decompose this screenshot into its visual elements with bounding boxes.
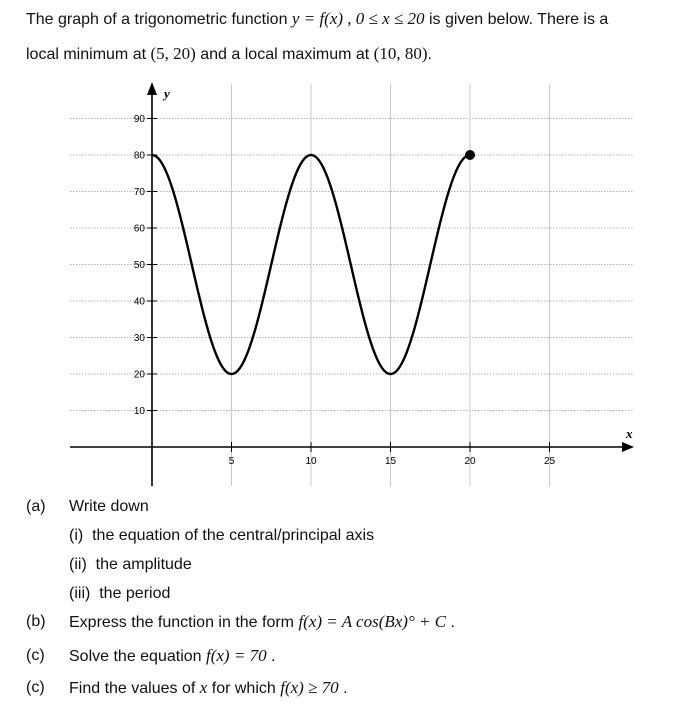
y-axis-arrow [147, 82, 157, 95]
y-tick-label-90: 90 [133, 114, 145, 125]
question-d-math: f(x) ≥ 70 [280, 678, 339, 697]
question-c-text: Solve the equation f(x) = 70 . [69, 646, 276, 665]
intro-text: The graph of a trigonometric function [26, 11, 292, 28]
x-axis-arrow [622, 442, 634, 452]
question-d-var: x [199, 678, 208, 697]
question-c-math: f(x) = 70 [206, 646, 267, 665]
function-curve [152, 155, 470, 374]
question-d-label: (c) [26, 679, 45, 696]
question-b-label: (b) [26, 613, 46, 630]
curve-endpoint [465, 150, 475, 160]
grid-lines [70, 84, 634, 486]
y-tick-label-30: 30 [133, 333, 145, 344]
y-axis-label: y [164, 86, 170, 101]
intro-text: . [427, 46, 432, 63]
intro-text: and a local maximum at [195, 46, 374, 63]
y-tick-label-20: 20 [133, 369, 145, 381]
x-tick-label-20: 20 [464, 456, 476, 467]
local-maximum-point: (10, 80) [373, 44, 428, 63]
function-domain-math: y = f(x) , 0 ≤ x ≤ 20 [291, 9, 425, 28]
question-b-text: Express the function in the form f(x) = A cos(Bx)° + C . [69, 612, 455, 631]
y-tick-label-50: 50 [133, 260, 145, 271]
y-tick-label-70: 70 [133, 187, 145, 198]
y-tick-label-60: 60 [133, 223, 145, 235]
x-axis-label: x [626, 426, 633, 441]
x-tick-label-10: 10 [305, 456, 317, 467]
question-a-i-text: the equation of the central/principal axis [92, 527, 375, 544]
intro-line-1 [26, 9, 608, 30]
question-a-ii-text: the amplitude [95, 556, 192, 573]
question-a-label: (a) [26, 498, 46, 515]
y-tick-label-80: 80 [133, 150, 145, 162]
axes [70, 82, 634, 486]
intro-text: local minimum at [26, 46, 151, 63]
x-tick-label-25: 25 [543, 456, 556, 467]
question-d-text: Find the values of x for which f(x) ≥ 70 . [69, 678, 348, 697]
y-tick-label-40: 40 [133, 296, 145, 308]
curve-layer [152, 150, 475, 374]
x-tick-label-5: 5 [228, 456, 235, 467]
intro-text: is given below. There is a [424, 11, 609, 28]
question-a-iii-label: (iii) the period [69, 585, 171, 602]
intro-line-2 [26, 44, 432, 65]
y-tick-label-10: 10 [133, 406, 145, 417]
question-b-math: f(x) = A cos(Bx)° + C [298, 612, 447, 631]
tick-labels [134, 86, 633, 467]
question-a-text: Write down [69, 498, 149, 515]
local-minimum-point: (5, 20) [150, 44, 196, 63]
x-tick-label-15: 15 [384, 456, 397, 467]
question-a-iii-text: the period [99, 585, 171, 602]
question-a-i-label: (i) the equation of the central/principal axis [69, 527, 375, 544]
question-a-ii-label: (ii) the amplitude [69, 556, 192, 573]
question-c-label: (c) [26, 647, 45, 664]
